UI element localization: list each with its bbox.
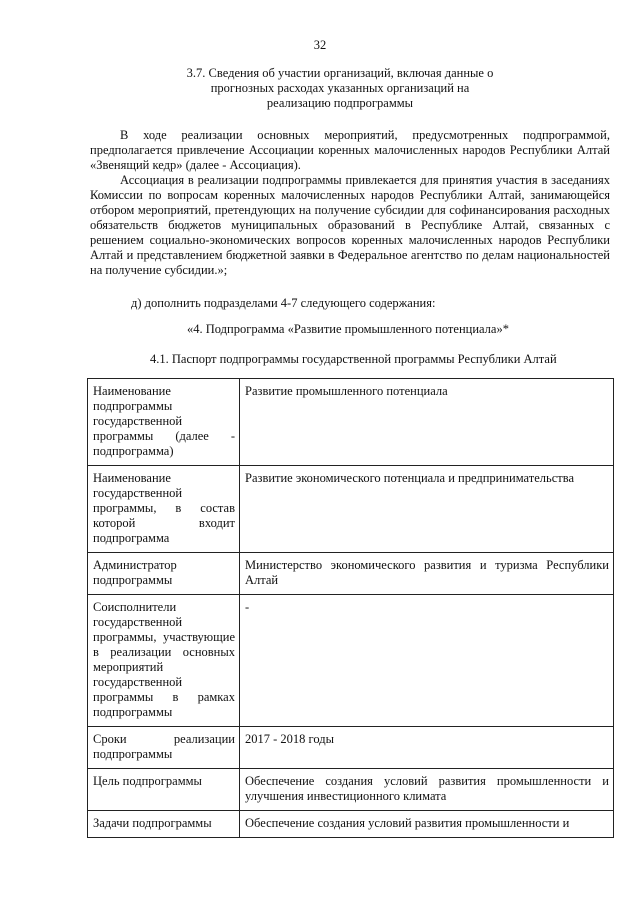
supplement-instruction: д) дополнить подразделами 4-7 следующего содержания: xyxy=(131,296,436,310)
page-number: 32 xyxy=(313,38,327,52)
row-value: Обеспечение создания условий развития промышленности и xyxy=(240,811,614,838)
table-row xyxy=(88,466,614,553)
passport-title: 4.1. Паспорт подпрограммы государственной программы Республики Алтай xyxy=(150,352,557,366)
table-row xyxy=(88,811,614,838)
row-value: 2017 - 2018 годы xyxy=(240,727,614,769)
body-paragraph: В ходе реализации основных мероприятий, предусмотренных подпрограммой, предполагается привлечение Ассоциации коренных малочисленных народов Республики Алтай «Звенящий кедр» (далее - Ассоциация). xyxy=(90,128,610,172)
table-row xyxy=(88,727,614,769)
row-label: Наименование государственной программы, в состав которой входит подпрограмма xyxy=(88,466,240,553)
row-label: Сроки реализации подпрограммы xyxy=(88,727,240,769)
table-row xyxy=(88,769,614,811)
row-label: Наименование подпрограммы государственной программы (далее - подпрограмма) xyxy=(88,379,240,466)
passport-table xyxy=(87,378,614,838)
section-heading-line: реализацию подпрограммы xyxy=(266,96,414,110)
section-heading xyxy=(150,66,530,111)
table-row xyxy=(88,553,614,595)
row-value: Министерство экономического развития и туризма Республики Алтай xyxy=(240,553,614,595)
table-row xyxy=(88,379,614,466)
subprogram-title: «4. Подпрограмма «Развитие промышленного потенциала»* xyxy=(187,322,509,336)
row-value: Обеспечение создания условий развития промышленности и улучшения инвестиционного климата xyxy=(240,769,614,811)
body-paragraph: Ассоциация в реализации подпрограммы привлекается для принятия участия в заседаниях Комиссии по вопросам коренных малочисленных народов Республики Алтай, занимающейся отбором мероприятий, претендующих на получение субсидии для софинансирования расходных обязательств бюджетов муниципальных образований в Республике Алтай, связанных с решением социально-экономических вопросов коренных малочисленных народов Республики Алтай и представлением бюджетной заявки в Федеральное агентство по делам национальностей на получение субсидии.»; xyxy=(90,173,610,277)
row-value: Развитие экономического потенциала и предпринимательства xyxy=(240,466,614,553)
table-row xyxy=(88,595,614,727)
row-label: Соисполнители государственной программы, участвующие в реализации основных мероприятий государственной программы в рамках подпрограммы xyxy=(88,595,240,727)
row-label: Цель подпрограммы xyxy=(88,769,240,811)
row-value: - xyxy=(240,595,614,727)
row-label: Администратор подпрограммы xyxy=(88,553,240,595)
row-value: Развитие промышленного потенциала xyxy=(240,379,614,466)
row-label: Задачи подпрограммы xyxy=(88,811,240,838)
section-heading-line: 3.7. Сведения об участии организаций, включая данные о xyxy=(186,66,494,80)
section-heading-line: прогнозных расходах указанных организаций на xyxy=(210,81,470,95)
